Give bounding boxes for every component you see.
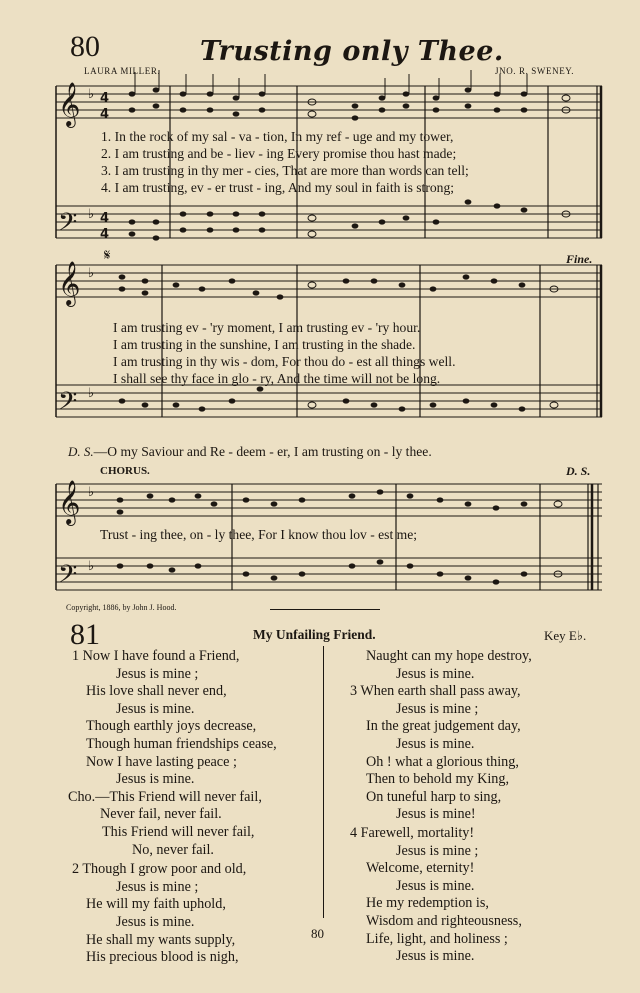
stanza-line: Jesus is mine. bbox=[396, 877, 475, 894]
svg-text:♭: ♭ bbox=[88, 559, 95, 574]
stanza-line: 4 Farewell, mortality! bbox=[350, 824, 475, 841]
verse-line: 3. I am trusting in thy mer - cies, That are more than words can tell; bbox=[101, 163, 469, 178]
stanza-line: Though earthly joys decrease, bbox=[86, 718, 257, 735]
stanza-line: Now I have lasting peace ; bbox=[86, 753, 237, 770]
stanza-line: This Friend will never fail, bbox=[102, 823, 255, 840]
svg-text:𝄞: 𝄞 bbox=[58, 261, 81, 305]
ds-text: —O my Saviour and Re - deem - er, I am trusting on - ly thee. bbox=[93, 444, 432, 459]
copyright-notice: Copyright, 1886, by John J. Hood. bbox=[66, 603, 177, 612]
stanza-line: He shall my wants supply, bbox=[86, 931, 236, 948]
fine-mark: Fine. bbox=[566, 252, 593, 266]
ds-line bbox=[68, 444, 432, 460]
composer-credit: JNO. R. SWENEY. bbox=[495, 66, 575, 76]
svg-text:♭: ♭ bbox=[88, 207, 95, 222]
staff-system1-treble bbox=[56, 86, 602, 118]
hymn-number-81: 81 bbox=[70, 618, 100, 651]
verse-line: I shall see thy face in glo - ry, And the time will not be long. bbox=[113, 371, 441, 386]
svg-text:♭: ♭ bbox=[88, 266, 95, 281]
stanza-line: Never fail, never fail. bbox=[100, 806, 222, 823]
stanza-line: On tuneful harp to sing, bbox=[366, 788, 502, 805]
hymn-key: Key E♭. bbox=[544, 628, 587, 643]
verse-line: I am trusting ev - 'ry moment, I am trusting ev - 'ry hour. bbox=[113, 320, 421, 335]
ds-mark: D. S. bbox=[566, 464, 591, 478]
stanza-line: Jesus is mine. bbox=[116, 771, 195, 788]
stanza-line: He my redemption is, bbox=[366, 895, 489, 912]
stanza-line: Jesus is mine ; bbox=[396, 700, 479, 717]
verse-line: I am trusting in thy wis - dom, For thou do - est all things well. bbox=[113, 354, 456, 369]
stanza-line: In the great judgement day, bbox=[366, 718, 521, 735]
hymn-title-81: My Unfailing Friend. bbox=[253, 627, 376, 642]
segno-mark: 𝄋 bbox=[104, 246, 111, 264]
column-divider bbox=[323, 646, 324, 918]
stanza-line: He will my faith uphold, bbox=[86, 896, 226, 913]
hymn-title-80: Trusting only Thee. bbox=[200, 36, 504, 67]
svg-text:𝄞: 𝄞 bbox=[58, 480, 81, 524]
stanza-line: Jesus is mine ; bbox=[396, 842, 479, 859]
author-credit: LAURA MILLER. bbox=[84, 66, 161, 76]
stanza-line: Jesus is mine. bbox=[396, 665, 475, 682]
verses-block-1 bbox=[101, 129, 469, 197]
svg-text:𝄢: 𝄢 bbox=[58, 387, 78, 422]
hymn-number-80: 80 bbox=[70, 30, 100, 63]
ds-label: D. S. bbox=[68, 444, 94, 459]
stanza-line: Life, light, and holiness ; bbox=[366, 930, 508, 947]
stanza-line: No, never fail. bbox=[132, 841, 214, 858]
verse-line: 1. In the rock of my sal - va - tion, In my ref - uge and my tower, bbox=[101, 129, 454, 144]
hymn81-right-column bbox=[348, 648, 608, 966]
chorus-label: CHORUS. bbox=[100, 465, 150, 477]
verses-block-2 bbox=[113, 320, 455, 388]
stanza-line: Jesus is mine ; bbox=[116, 665, 199, 682]
hymn81-left-column bbox=[68, 648, 320, 967]
stanza-line: 3 When earth shall pass away, bbox=[350, 683, 521, 700]
stanza-line: 2 Though I grow poor and old, bbox=[72, 861, 247, 878]
stanza-line: Jesus is mine. bbox=[116, 913, 195, 930]
stanza-line: Jesus is mine! bbox=[396, 806, 476, 823]
stanza-line: Oh ! what a glorious thing, bbox=[366, 753, 519, 770]
stanza-line: Jesus is mine ; bbox=[116, 878, 199, 895]
stanza-line: Jesus is mine. bbox=[396, 735, 475, 752]
verse-line: I am trusting in the sunshine, I am trusting in the shade. bbox=[113, 337, 416, 352]
svg-text:♭: ♭ bbox=[88, 485, 95, 500]
stanza-line: Though human friendships cease, bbox=[86, 735, 277, 752]
stanza-line: His precious blood is nigh, bbox=[86, 949, 239, 966]
stanza-line: 1 Now I have found a Friend, bbox=[72, 648, 240, 664]
stanza-line: Jesus is mine. bbox=[396, 948, 475, 965]
verse-line: 4. I am trusting, ev - er trust - ing, And my soul in faith is strong; bbox=[101, 180, 455, 195]
svg-text:4: 4 bbox=[100, 227, 110, 242]
stanza-line: His love shall never end, bbox=[86, 683, 227, 700]
stanza-line: Naught can my hope destroy, bbox=[366, 648, 532, 664]
divider bbox=[270, 609, 380, 610]
chorus-line: Trust - ing thee, on - ly thee, For I know thou lov - est me; bbox=[100, 527, 418, 542]
svg-text:𝄞: 𝄞 bbox=[58, 82, 81, 126]
svg-text:𝄢: 𝄢 bbox=[58, 208, 78, 243]
page-number: 80 bbox=[311, 926, 324, 941]
svg-text:𝄢: 𝄢 bbox=[58, 560, 78, 595]
stanza-line: Then to behold my King, bbox=[366, 771, 510, 788]
verse-line: 2. I am trusting and be - liev - ing Every promise thou hast made; bbox=[101, 146, 457, 161]
stanza-line: Wisdom and righteousness, bbox=[366, 912, 522, 929]
stanza-line: Welcome, eternity! bbox=[366, 860, 475, 877]
stanza-line: Jesus is mine. bbox=[116, 700, 195, 717]
svg-text:4: 4 bbox=[100, 211, 110, 226]
svg-text:4: 4 bbox=[100, 91, 110, 106]
svg-text:♭: ♭ bbox=[88, 386, 95, 401]
svg-text:♭: ♭ bbox=[88, 87, 95, 102]
svg-text:4: 4 bbox=[100, 107, 110, 122]
chorus-stanza-line: Cho.—This Friend will never fail, bbox=[68, 788, 262, 805]
